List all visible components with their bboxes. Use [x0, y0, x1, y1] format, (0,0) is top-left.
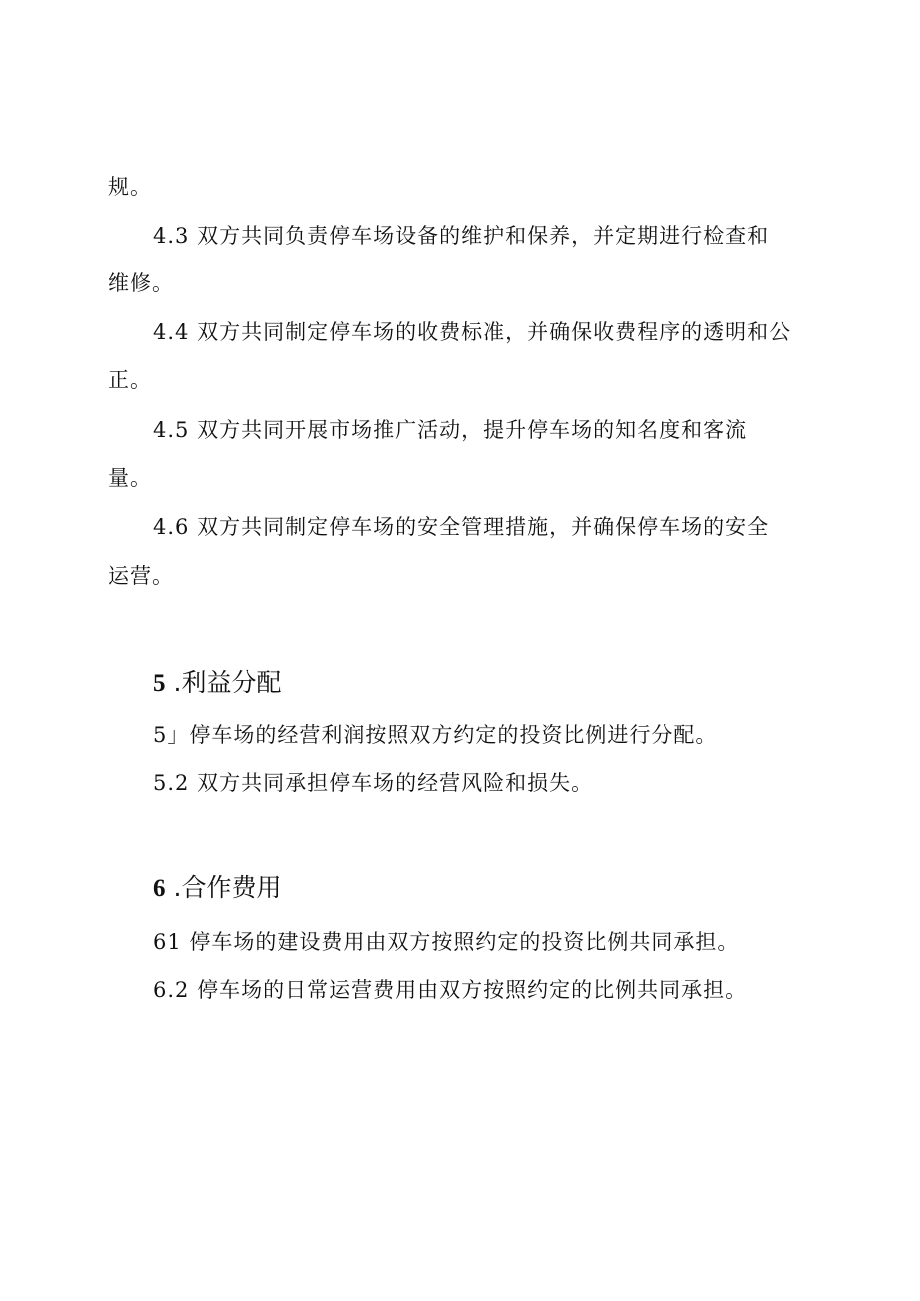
clause-4-6-line1: 4.6 双方共同制定停车场的安全管理措施，并确保停车场的安全 [153, 515, 770, 539]
clause-4-5-line1: 4.5 双方共同开展市场推广活动，提升停车场的知名度和客流 [153, 418, 748, 442]
section-6-title: .合作费用 [173, 873, 282, 902]
clause-5-2: 5.2 双方共同承担停车场的经营风险和损失。 [153, 771, 594, 795]
clause-4-4-line2: 正。 [108, 368, 152, 392]
clause-4-5-line2: 量。 [108, 466, 152, 490]
clause-4-6-line2: 运营。 [108, 564, 174, 588]
clause-6-1: 61 停车场的建设费用由双方按照约定的投资比例共同承担。 [153, 930, 740, 954]
section-5-title: .利益分配 [173, 668, 282, 697]
clause-4-3-line2: 维修。 [108, 271, 174, 295]
section-6-number: 6 [153, 875, 166, 902]
section-6-heading [153, 871, 281, 906]
clause-4-3-line1: 4.3 双方共同负责停车场设备的维护和保养，并定期进行检查和 [153, 224, 770, 248]
section-5-number: 5 [153, 670, 166, 697]
section-5-heading [153, 666, 281, 701]
clause-4-4-line1: 4.4 双方共同制定停车场的收费标准，并确保收费程序的透明和公 [153, 320, 792, 344]
clause-6-2: 6.2 停车场的日常运营费用由双方按照约定的比例共同承担。 [153, 978, 748, 1002]
clause-5-1: 5」停车场的经营利润按照双方约定的投资比例进行分配。 [153, 723, 718, 747]
paragraph-tail: 规。 [108, 175, 152, 199]
